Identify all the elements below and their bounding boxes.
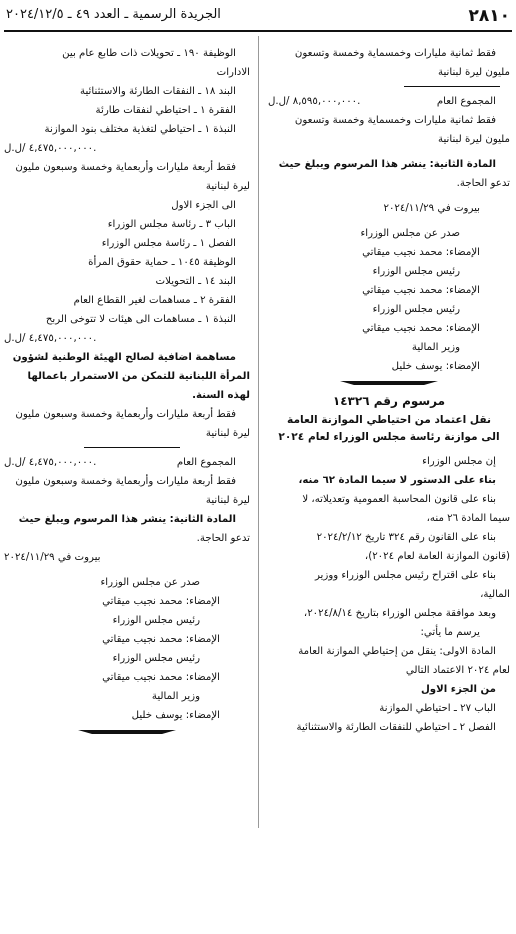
page-header [4,4,512,30]
left-column [4,44,250,739]
article-heading: المادة الثانية: ينشر هذا المرسوم ويبلغ حيث [278,159,496,170]
text-line: إن مجلس الوزراء [422,456,496,467]
text-line: الفقرة ١ ـ احتياطي لنفقات طارئة [95,105,236,116]
text-line: بناء على القانون رقم ٣٢٤ تاريخ ٢٠٢٤/٢/١٢ [316,532,496,543]
contribution-line: لهذه السنة. [192,390,250,401]
page-number: ٢٨١٠ [468,6,510,26]
article-heading: المادة الثانية: ينشر هذا المرسوم ويبلغ حيث [18,514,236,525]
signature-line: الإمضاء: يوسف خليل [391,361,480,372]
text-line: البند ١٨ ـ النفقات الطارئة والاستثنائية [80,86,236,97]
signature-line: وزير المالية [411,342,460,353]
section-heading: الى الجزء الاول [171,200,236,211]
header-rule [4,30,512,32]
text-line: فقط ثمانية مليارات وخمسماية وخمسة وتسعون [294,115,496,126]
text-line: الفصل ١ ـ رئاسة مجلس الوزراء [101,238,236,249]
section-ornament [268,376,510,390]
text-line: تدعو الحاجة. [196,533,250,544]
signature-line: رئيس مجلس الوزراء [112,615,200,626]
text-line: تدعو الحاجة. [456,178,510,189]
signature-line: وزير المالية [151,691,200,702]
signature-line: صدر عن مجلس الوزراء [360,228,460,239]
text-line: مليون ليرة لبنانية [438,134,510,145]
signature-line: الإمضاء: محمد نجيب ميقاتي [102,596,220,607]
text-line: ليرة لبنانية [205,428,250,439]
text-line: الفصل ٢ ـ احتياطي للنفقات الطارئة والاستثنائية [296,722,496,733]
section-ornament [4,725,250,739]
journal-title: الجريدة الرسمية ـ العدد ٤٩ ـ ٢٠٢٤/١٢/٥ [6,7,221,22]
section-heading: من الجزء الاول [420,684,496,695]
text-line: النبذة ١ ـ مساهمات الى هيئات لا تتوخى الربح [45,314,236,325]
signature-line: الإمضاء: محمد نجيب ميقاتي [362,285,480,296]
text-line: الادارات [216,67,250,78]
signature-line: صدر عن مجلس الوزراء [100,577,200,588]
contribution-line: المرأة اللبنانية للتمكن من الاستمرار باعمالها [27,371,250,382]
text-line: فقط أربعة مليارات وأربعماية وخمسة وسبعون مليون [15,476,236,487]
signature-line: الإمضاء: محمد نجيب ميقاتي [102,672,220,683]
signature-line: الإمضاء: محمد نجيب ميقاتي [362,323,480,334]
text-line: بناء على قانون المحاسبة العمومية وتعديلاته، لا [302,494,496,505]
contribution-line: مساهمة اضافية لصالح الهيئة الوطنية لشؤون [12,352,236,363]
amount-line: ٤,٤٧٥,٠٠٠,٠٠٠ /ل.ل. [4,333,97,344]
signature-line: رئيس مجلس الوزراء [372,304,460,315]
decree-subject-line: نقل اعتماد من احتياطي الموازنة العامة [287,414,491,426]
decree-title: مرسوم رقم ١٤٣٢٦ [332,394,446,408]
text-line: (قانون الموازنة العامة لعام ٢٠٢٤)، [364,551,510,562]
separator-rule [4,443,250,453]
total-row [268,92,510,111]
text-line: الباب ٢٧ ـ احتياطي الموازنة [379,703,496,714]
text-line: فقط ثمانية مليارات وخمسماية وخمسة وتسعون [294,48,496,59]
signature-line: رئيس مجلس الوزراء [372,266,460,277]
total-label: المجموع العام [176,457,236,468]
text-line: البند ١٤ ـ التحويلات [155,276,236,287]
total-label: المجموع العام [436,96,496,107]
text-line: الباب ٣ ـ رئاسة مجلس الوزراء [107,219,236,230]
date-line: بيروت في ٢٠٢٤/١١/٢٩ [383,203,480,214]
date-line: بيروت في ٢٠٢٤/١١/٢٩ [4,552,101,563]
total-amount: ٨,٥٩٥,٠٠٠,٠٠٠ /ل.ل. [268,96,361,107]
signature-line: رئيس مجلس الوزراء [112,653,200,664]
total-amount: ٤,٤٧٥,٠٠٠,٠٠٠ /ل.ل. [4,457,97,468]
text-line: بناء على اقتراح رئيس مجلس الوزراء ووزير [314,570,496,581]
total-row [4,453,250,472]
text-line: الوظيفة ١٩٠ ـ تحويلات ذات طابع عام بين [62,48,236,59]
text-line: ليرة لبنانية [205,181,250,192]
text-line: فقط أربعة مليارات وأربعماية وخمسة وسبعون مليون [15,409,236,420]
signature-line: الإمضاء: محمد نجيب ميقاتي [362,247,480,258]
separator-rule [268,82,510,92]
amount-line: ٤,٤٧٥,٠٠٠,٠٠٠ /ل.ل. [4,143,97,154]
signature-line: الإمضاء: يوسف خليل [131,710,220,721]
text-line: المالية، [480,589,510,600]
signature-line: الإمضاء: محمد نجيب ميقاتي [102,634,220,645]
text-line: وبعد موافقة مجلس الوزراء بتاريخ ٢٠٢٤/٨/١٤، [303,608,496,619]
text-line: بناء على الدستور لا سيما المادة ٦٢ منه، [298,475,496,486]
text-line: الفقرة ٢ ـ مساهمات لغير القطاع العام [73,295,236,306]
right-column [268,44,510,737]
text-line: فقط أربعة مليارات وأربعماية وخمسة وسبعون مليون [15,162,236,173]
text-line: النبذة ١ ـ احتياطي لتغذية مختلف بنود الموازنة [44,124,236,135]
article-heading: المادة الاولى: ينقل من إحتياطي الموازنة العامة [298,646,496,657]
text-line: مليون ليرة لبنانية [438,67,510,78]
text-line: يرسم ما يأتي: [420,627,480,638]
text-line: سيما المادة ٢٦ منه، [426,513,510,524]
decree-subject-line: الى موازنة رئاسة مجلس الوزراء لعام ٢٠٢٤ [278,431,500,443]
column-divider [258,36,259,828]
text-line: لعام ٢٠٢٤ الاعتماد التالي [405,665,510,676]
text-line: الوظيفة ١٠٤٥ ـ حماية حقوق المرأة [88,257,236,268]
text-line: ليرة لبنانية [205,495,250,506]
